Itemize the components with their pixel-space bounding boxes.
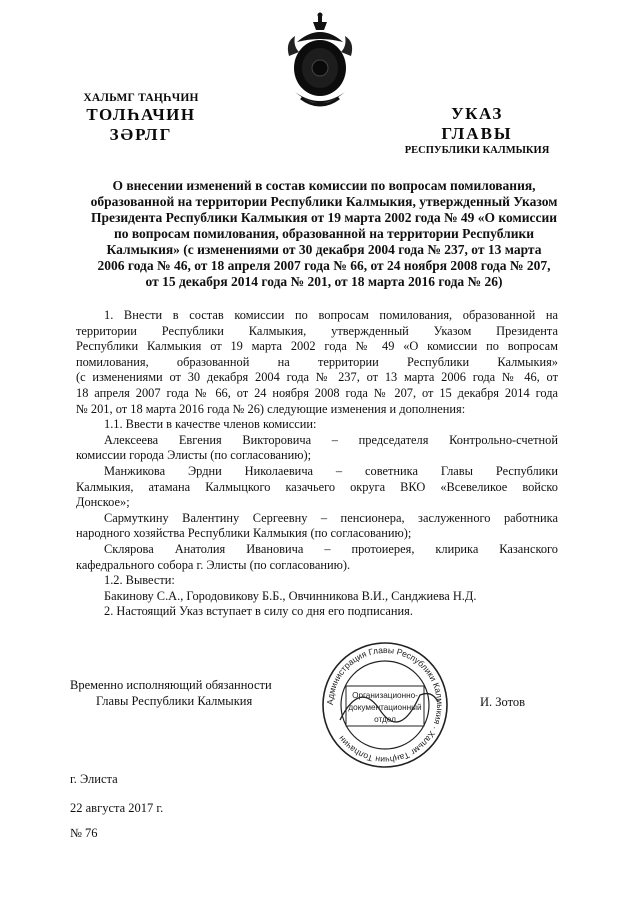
- body-line: Склярова Анатолия Ивановича – протоиерея, клирика Казанского: [104, 541, 558, 556]
- body-line: 1. Внести в состав комиссии по вопросам помилования, образованной на: [104, 308, 558, 322]
- document-body: [76, 308, 558, 620]
- header-right-line3: РЕСПУБЛИКИ КАЛМЫКИЯ: [404, 145, 550, 156]
- title-line: О внесении изменений в состав комиссии по вопросам помилования,: [112, 178, 536, 193]
- header-right-line1: УКАЗ: [451, 104, 503, 123]
- body-line: 1.2. Вывести:: [104, 573, 175, 588]
- title-line: от 15 декабря 2014 года № 201, от 18 марта 2016 года № 26): [145, 274, 503, 289]
- signatory-position-line1: Временно исполняющий обязанности: [70, 678, 272, 692]
- body-line: 2. Настоящий Указ вступает в силу со дня его подписания.: [104, 604, 413, 619]
- body-line: комиссии города Элисты (по согласованию);: [76, 448, 312, 463]
- title-line: Президента Республики Калмыкия от 19 марта 2002 года № 49 «О комиссии: [90, 210, 558, 225]
- title-line: по вопросам помилования, образованной на территории Республики: [113, 226, 535, 241]
- document-date: 22 августа 2017 г.: [70, 801, 164, 815]
- body-line: Республики Калмыкия от 19 марта 2002 года № 49 «О комиссии по вопросам: [76, 339, 558, 354]
- body-line: народного хозяйства Республики Калмыкия (по согласованию);: [76, 526, 412, 541]
- header-left: [66, 92, 216, 145]
- stamp-center-line2: документационный: [348, 703, 422, 712]
- stamp-center-line1: Организационно-: [352, 691, 418, 700]
- title-line: Калмыкия» (с изменениями от 30 декабря 2004 года № 237, от 13 марта: [106, 242, 542, 257]
- body-line: № 201, от 18 марта 2016 года № 26) следующие изменения и дополнения:: [76, 401, 466, 416]
- document-number: № 76: [70, 826, 98, 840]
- state-emblem-icon: [283, 12, 357, 116]
- body-line: Манжикова Эрдни Николаевича – советника Главы Республики: [104, 463, 558, 478]
- body-line: кафедрального собора г. Элисты (по согласованию).: [76, 557, 351, 572]
- stamp-ring-text: Администрация Главы Республики Калмыкия · Хальмг Таңһчин Толһачин: [324, 644, 446, 766]
- body-line: Донское»;: [76, 495, 130, 510]
- signatory-position: [70, 677, 272, 709]
- header-right-line2: ГЛАВЫ: [441, 124, 513, 143]
- body-line: 1.1. Ввести в качестве членов комиссии:: [104, 417, 317, 432]
- body-line: Бакинову С.А., Городовикову Б.Б., Овчинникова В.И., Санджиева Н.Д.: [104, 588, 477, 603]
- signatory-position-line2: Главы Республики Калмыкия: [96, 694, 253, 708]
- header-right: [398, 104, 556, 156]
- stamp-center-line3: отдел: [374, 715, 396, 724]
- header-left-line2: ТОЛҺАЧИН: [86, 105, 196, 124]
- document-place: г. Элиста: [70, 772, 118, 786]
- header-left-line1: ХАЛЬМГ ТАҢҺЧИН: [83, 92, 199, 104]
- body-line: территории Республики Калмыкия, утвержденный Указом Президента: [76, 323, 558, 338]
- title-line: 2006 года № 46, от 18 апреля 2007 года № 66, от 24 ноября 2008 года № 207,: [97, 258, 551, 273]
- signatory-name: И. Зотов: [480, 695, 526, 709]
- header-left-line3: ЗӘРЛГ: [109, 125, 173, 144]
- official-stamp-icon: [320, 640, 450, 770]
- body-line: Сармуткину Валентину Сергеевну – пенсионера, заслуженного работника: [104, 510, 558, 525]
- body-line: помилования, образованной на территории Республики Калмыкия»: [76, 354, 558, 369]
- document-title: [78, 178, 570, 290]
- body-line: 18 апреля 2007 года № 66, от 24 ноября 2008 года № 207, от 15 декабря 2014 года: [76, 385, 558, 400]
- body-line: (с изменениями от 30 декабря 2004 года № 237, от 13 марта 2006 года № 46, от: [76, 370, 558, 385]
- body-line: Алексеева Евгения Викторовича – председателя Контрольно-счетной: [104, 432, 558, 447]
- body-line: Калмыкия, атамана Калмыцкого казачьего округа ВКО «Всевеликое войско: [76, 479, 558, 494]
- title-line: образованной на территории Республики Калмыкия, утвержденный Указом: [90, 194, 558, 209]
